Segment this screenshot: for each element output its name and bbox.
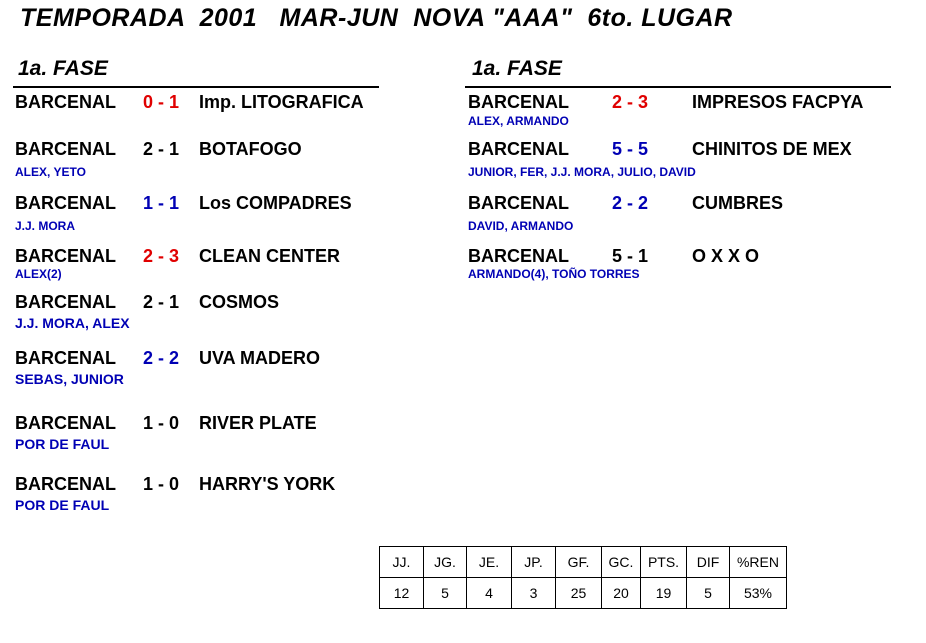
stat-value-ren: 53% [730, 578, 787, 609]
scorers-text: ALEX, YETO [15, 165, 86, 179]
stat-header-dif: DIF [687, 547, 730, 578]
match-score: 2 - 2 [143, 348, 180, 368]
scorers-text: J.J. MORA [15, 219, 76, 233]
away-team: HARRY'S YORK [199, 474, 336, 494]
match-score: 2 - 2 [612, 193, 649, 213]
stat-header-je: JE. [467, 547, 512, 578]
match-score: 5 - 1 [612, 246, 649, 266]
stat-header-gf: GF. [556, 547, 602, 578]
away-team: CUMBRES [692, 193, 784, 213]
home-team: BARCENAL [15, 193, 116, 213]
away-team: RIVER PLATE [199, 413, 317, 433]
stat-value-dif: 5 [687, 578, 730, 609]
match-score: 0 - 1 [143, 92, 180, 112]
home-team: BARCENAL [15, 474, 116, 494]
stat-header-gc: GC. [602, 547, 641, 578]
stat-value-jp: 3 [512, 578, 556, 609]
match-score: 1 - 0 [143, 474, 180, 494]
right-fase-label: 1a. FASE [472, 57, 562, 80]
stats-header-row [380, 547, 787, 578]
away-team: Imp. LITOGRAFICA [199, 92, 364, 112]
match-score: 2 - 3 [143, 246, 180, 266]
away-team: Los COMPADRES [199, 193, 352, 213]
stat-value-jj: 12 [380, 578, 424, 609]
match-score: 1 - 1 [143, 193, 180, 213]
scorers-text: ALEX, ARMANDO [468, 114, 569, 128]
scorers-text: ALEX(2) [15, 267, 62, 281]
left-fase-label: 1a. FASE [18, 57, 108, 80]
away-team: IMPRESOS FACPYA [692, 92, 864, 112]
stat-header-jp: JP. [512, 547, 556, 578]
home-team: BARCENAL [15, 348, 116, 368]
page-title: TEMPORADA 2001 MAR-JUN NOVA "AAA" 6to. LUGAR [20, 4, 733, 32]
home-team: BARCENAL [15, 246, 116, 266]
stats-values-row [380, 578, 787, 609]
away-team: BOTAFOGO [199, 139, 302, 159]
away-team: UVA MADERO [199, 348, 320, 368]
stat-value-je: 4 [467, 578, 512, 609]
season-stats-table [379, 546, 787, 609]
scorers-text: POR DE FAUL [15, 436, 110, 452]
scorers-text: POR DE FAUL [15, 497, 110, 513]
match-score: 5 - 5 [612, 139, 649, 159]
away-team: COSMOS [199, 292, 280, 312]
stat-value-gf: 25 [556, 578, 602, 609]
stat-header-ren: %REN [730, 547, 787, 578]
match-score: 2 - 1 [143, 139, 180, 159]
scorers-text: DAVID, ARMANDO [468, 219, 574, 233]
home-team: BARCENAL [468, 92, 569, 112]
match-score: 2 - 1 [143, 292, 180, 312]
stat-value-gc: 20 [602, 578, 641, 609]
home-team: BARCENAL [468, 139, 569, 159]
stat-header-jg: JG. [424, 547, 467, 578]
left-divider [13, 86, 379, 88]
stat-header-pts: PTS. [641, 547, 687, 578]
scorers-text: JUNIOR, FER, J.J. MORA, JULIO, DAVID [468, 165, 696, 179]
home-team: BARCENAL [15, 92, 116, 112]
stat-value-pts: 19 [641, 578, 687, 609]
scorers-text: J.J. MORA, ALEX [15, 315, 130, 331]
home-team: BARCENAL [468, 193, 569, 213]
stat-value-jg: 5 [424, 578, 467, 609]
scorers-text: SEBAS, JUNIOR [15, 371, 124, 387]
stat-header-jj: JJ. [380, 547, 424, 578]
match-score: 1 - 0 [143, 413, 180, 433]
home-team: BARCENAL [15, 139, 116, 159]
home-team: BARCENAL [468, 246, 569, 266]
away-team: O X X O [692, 246, 760, 266]
match-score: 2 - 3 [612, 92, 649, 112]
home-team: BARCENAL [15, 413, 116, 433]
scorers-text: ARMANDO(4), TOÑO TORRES [468, 267, 640, 281]
away-team: CHINITOS DE MEX [692, 139, 852, 159]
right-divider [465, 86, 891, 88]
away-team: CLEAN CENTER [199, 246, 341, 266]
home-team: BARCENAL [15, 292, 116, 312]
